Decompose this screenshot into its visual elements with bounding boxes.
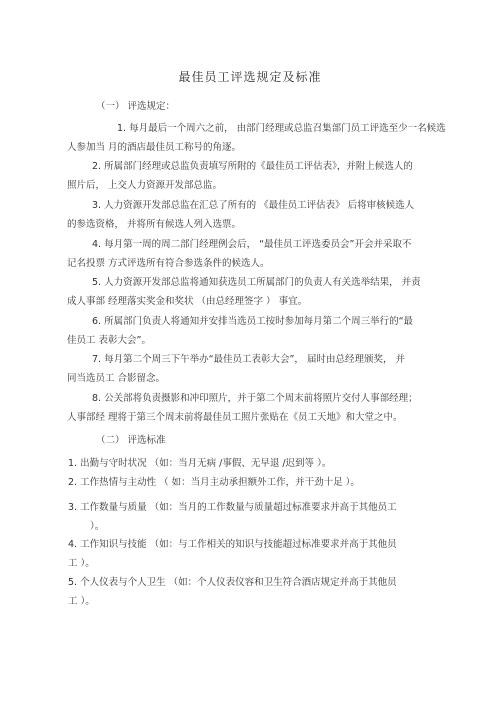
page-title: 最佳员工评选规定及标准: [178, 70, 322, 84]
rule-item-6: 6. 所属部门负责人将通知并安排当选员工按时参加每月第二个周三举行的“最 佳员工 表彰大会”。: [67, 316, 414, 346]
rule-item-5: 5. 人力资源开发部总监将通知获选员工所属部门的负责人有关选举结果， 并责 成人事部 经理落实奖金和奖状 （由总经理签字 ） 事宜。: [67, 277, 421, 307]
section-2-heading: （二） 评选标准: [96, 435, 166, 446]
criteria-item-4: 4. 工作知识与技能 （如：与工作相关的知识与技能超过标准要求并高于其他员 工 ）。: [68, 539, 397, 569]
section-1-heading: （一） 评选规定：: [96, 101, 176, 112]
criteria-item-5: 5. 个人仪表与个人卫生 （如：个人仪表仪容和卫生符合酒店规定并高于其他员 工 ）。: [68, 577, 397, 607]
rule-item-8: 8. 公关部将负责摄影和冲印照片，并于第二个周末前将照片交付人事部经理； 人事部经 理将于第三个周末前将最佳员工照片张贴在《员工天地》和大堂之中。: [67, 393, 418, 423]
criteria-item-2: 2. 工作热情与主动性 （ 如：当月主动承担额外工作，并干劲十足 ）。: [68, 477, 360, 488]
rule-item-1: 1. 每月最后一个周六之前， 由部门经理或总监召集部门员工评选至少一名候选 人参加当 月的酒店最佳员工称号的角逐。: [67, 123, 446, 153]
rule-item-4: 4. 每月第一周的周二部门经理例会后， “最佳员工评选委员会”开会并采取不 记名投票 方式评选所有符合参选条件的候选人。: [67, 239, 412, 269]
criteria-item-1: 1. 出勤与守时状况 （如：当月无病 /事假、无早退 /迟到等 ）。: [68, 458, 332, 469]
rule-item-7: 7. 每月第二个周三下午举办“最佳员工表彰大会”， 届时由总经理颁奖， 并 同当选员工 合影留念。: [67, 354, 405, 384]
rule-item-3: 3. 人力资源开发部总监在汇总了所有的 《最佳员工评估表》 后将审核候选人 的参选资格， 并将所有候选人列入选票。: [67, 200, 415, 230]
criteria-item-3: 3. 工作数量与质量 （如：当月的工作数量与质量超过标准要求并高于其他员工 ）。: [68, 502, 397, 532]
rule-item-2: 2. 所属部门经理或总监负责填写所附的《最佳员工评估表》，并附上候选人的 照片后， 上交人力资源开发部总监。: [67, 161, 413, 191]
